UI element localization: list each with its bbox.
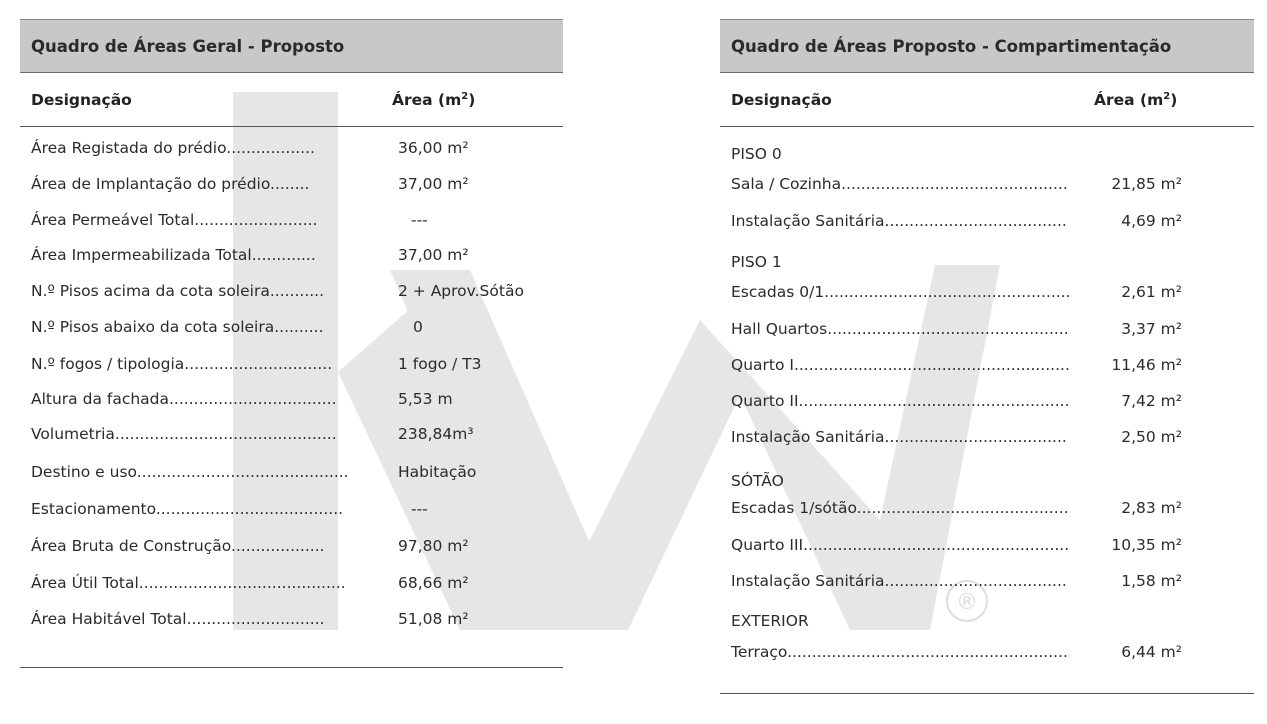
table-row [720, 354, 1254, 376]
table-row [20, 209, 563, 231]
row-value: 37,00 m² [398, 246, 469, 264]
row-value: 1,58 m² [1121, 572, 1182, 590]
row-label: Área de Implantação do prédio........ [31, 175, 310, 193]
row-label: Volumetria............................................. [31, 425, 337, 443]
row-value: 2 + Aprov.Sótão [398, 282, 524, 300]
table-row [20, 388, 563, 410]
row-label: Instalação Sanitária..................................... [731, 428, 1067, 446]
table-row [20, 316, 563, 338]
row-value: 2,50 m² [1121, 428, 1182, 446]
table-row [20, 244, 563, 266]
row-label: Sala / Cozinha.............................................. [731, 175, 1068, 193]
row-value: 1 fogo / T3 [398, 355, 482, 373]
row-value: 37,00 m² [398, 175, 469, 193]
row-value: 4,69 m² [1121, 212, 1182, 230]
table-row [720, 497, 1254, 519]
row-label: Destino e uso........................................... [31, 463, 349, 481]
row-label: Quarto III...................................................... [731, 536, 1070, 554]
row-value: --- [411, 211, 428, 229]
section-heading: SÓTÃO [731, 472, 784, 490]
row-value: 10,35 m² [1111, 536, 1182, 554]
table-row [20, 353, 563, 375]
table-row [20, 498, 563, 520]
row-value: Habitação [398, 463, 477, 481]
table-row [20, 137, 563, 159]
row-label: N.º Pisos acima da cota soleira........... [31, 282, 325, 300]
registered-mark: ® [956, 590, 978, 615]
row-value: 51,08 m² [398, 610, 469, 628]
row-label: Hall Quartos................................................. [731, 320, 1069, 338]
section-heading: EXTERIOR [731, 612, 809, 630]
table-row [720, 390, 1254, 412]
row-value: 6,44 m² [1121, 643, 1182, 661]
table-row [720, 210, 1254, 232]
table-row [20, 572, 563, 594]
row-label: Terraço......................................................... [731, 643, 1068, 661]
row-value: 2,61 m² [1121, 283, 1182, 301]
right-bottom-rule [720, 693, 1254, 694]
table-row [720, 570, 1254, 592]
table-title: Quadro de Áreas Proposto - Compartimentação [720, 19, 1254, 73]
table-row [720, 641, 1254, 663]
row-label: Área Útil Total.......................................... [31, 574, 346, 592]
table-row [20, 461, 563, 483]
row-value: 36,00 m² [398, 139, 469, 157]
table-row [20, 608, 563, 630]
row-label: Área Impermeabilizada Total............. [31, 246, 316, 264]
row-label: Altura da fachada.................................. [31, 390, 337, 408]
col-designacao: Designação [731, 91, 832, 109]
row-value: 7,42 m² [1121, 392, 1182, 410]
row-value: 21,85 m² [1111, 175, 1182, 193]
row-label: Instalação Sanitária..................................... [731, 212, 1067, 230]
table-row [720, 173, 1254, 195]
row-label: N.º Pisos abaixo da cota soleira.......... [31, 318, 324, 336]
table-row [20, 423, 563, 445]
col-designacao: Designação [31, 91, 132, 109]
table-title: Quadro de Áreas Geral - Proposto [20, 19, 563, 73]
compartment-areas-table [720, 19, 1254, 661]
table-row [720, 281, 1254, 303]
left-bottom-rule [20, 667, 563, 668]
row-value: 68,66 m² [398, 574, 469, 592]
row-value: 2,83 m² [1121, 499, 1182, 517]
row-label: Instalação Sanitária..................................... [731, 572, 1067, 590]
section-heading: PISO 0 [731, 145, 782, 163]
table-row [20, 535, 563, 557]
row-value: --- [411, 500, 428, 518]
row-label: Área Habitável Total............................ [31, 610, 325, 628]
row-value: 97,80 m² [398, 537, 469, 555]
section-heading: PISO 1 [731, 253, 782, 271]
row-label: Área Permeável Total......................... [31, 211, 318, 229]
col-area: Área $(m^2)$ [1094, 91, 1178, 110]
table-header [20, 73, 563, 127]
table-row [20, 280, 563, 302]
row-label: Quarto I........................................................ [731, 356, 1070, 374]
row-label: Estacionamento...................................... [31, 500, 344, 518]
general-areas-table [20, 19, 563, 628]
table-row [720, 318, 1254, 340]
row-label: Área Bruta de Construção................... [31, 537, 325, 555]
row-label: N.º fogos / tipologia.............................. [31, 355, 333, 373]
table-row [720, 534, 1254, 556]
row-label: Escadas 1/sótão........................................... [731, 499, 1069, 517]
row-label: Escadas 0/1.................................................. [731, 283, 1071, 301]
row-value: 11,46 m² [1111, 356, 1182, 374]
row-value: 0 [413, 318, 423, 336]
row-label: Área Registada do prédio.................. [31, 139, 315, 157]
table-row [20, 173, 563, 195]
row-label: Quarto II....................................................... [731, 392, 1070, 410]
row-value: 5,53 m [398, 390, 453, 408]
row-value: 238,84m³ [398, 425, 474, 443]
table-header [720, 73, 1254, 127]
table-row [720, 426, 1254, 448]
col-area: Área $(m^2)$ [392, 91, 476, 110]
row-value: 3,37 m² [1121, 320, 1182, 338]
